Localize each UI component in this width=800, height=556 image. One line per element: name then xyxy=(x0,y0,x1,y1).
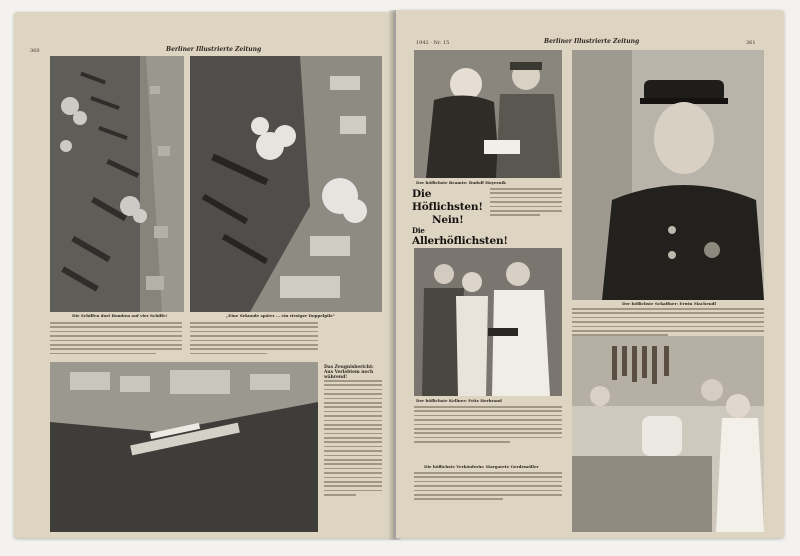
caption-ships-right: „Eine Sekunde später … ein riesiger Doppelpilz“ xyxy=(226,313,335,318)
left-page-number: 360 xyxy=(30,48,40,54)
headline xyxy=(412,188,508,248)
waiter-body-text xyxy=(414,406,562,446)
left-right-column-head: Das Zeugnisbericht: Aus Verlebtem noch während! xyxy=(324,365,374,380)
left-body-text-col2 xyxy=(190,322,318,357)
headline-line3: Die xyxy=(412,226,425,235)
caption-saleswoman: Die höflichste Verkäuferin: Margarete Gerdemöller xyxy=(424,464,539,469)
left-right-column-text xyxy=(324,380,382,499)
photo-conductor xyxy=(572,50,764,300)
aerial-harbor-photo-right xyxy=(190,56,382,312)
caption-ships-left: Die Schiffen dort Bomben auf vier Schiffe! xyxy=(72,313,168,318)
aerial-harbor-photo-left xyxy=(50,56,184,312)
conductor-body-text xyxy=(572,308,764,339)
photo-waiter xyxy=(414,248,562,396)
aerial-port-photo-bottom xyxy=(50,362,318,532)
left-body-text-col1 xyxy=(50,322,182,357)
headline-line2: Nein! xyxy=(432,214,464,226)
caption-conductor: Der höflichste Schaffner: Erwin Machendl xyxy=(622,301,716,306)
official-body-text xyxy=(490,188,562,219)
saleswoman-body-text xyxy=(414,472,562,503)
right-date-label: 1942 · Nr. 15 xyxy=(416,40,450,46)
left-page xyxy=(14,12,394,538)
headline-line1: Die Höflichsten! xyxy=(412,188,483,213)
headline-line4: Allerhöflichsten! xyxy=(412,235,508,247)
caption-waiter: Der höflichste Kellner: Fritz Herbrand xyxy=(416,398,502,403)
photo-official xyxy=(414,50,562,178)
right-page-number: 361 xyxy=(746,40,756,46)
right-masthead: Berliner Illustrierte Zeitung xyxy=(544,38,640,45)
caption-official: Der höflichste Beamte: Rudolf Hoyernik xyxy=(416,180,506,185)
left-masthead: Berliner Illustrierte Zeitung xyxy=(166,46,262,53)
right-page xyxy=(396,10,784,538)
photo-saleswoman xyxy=(572,336,764,532)
